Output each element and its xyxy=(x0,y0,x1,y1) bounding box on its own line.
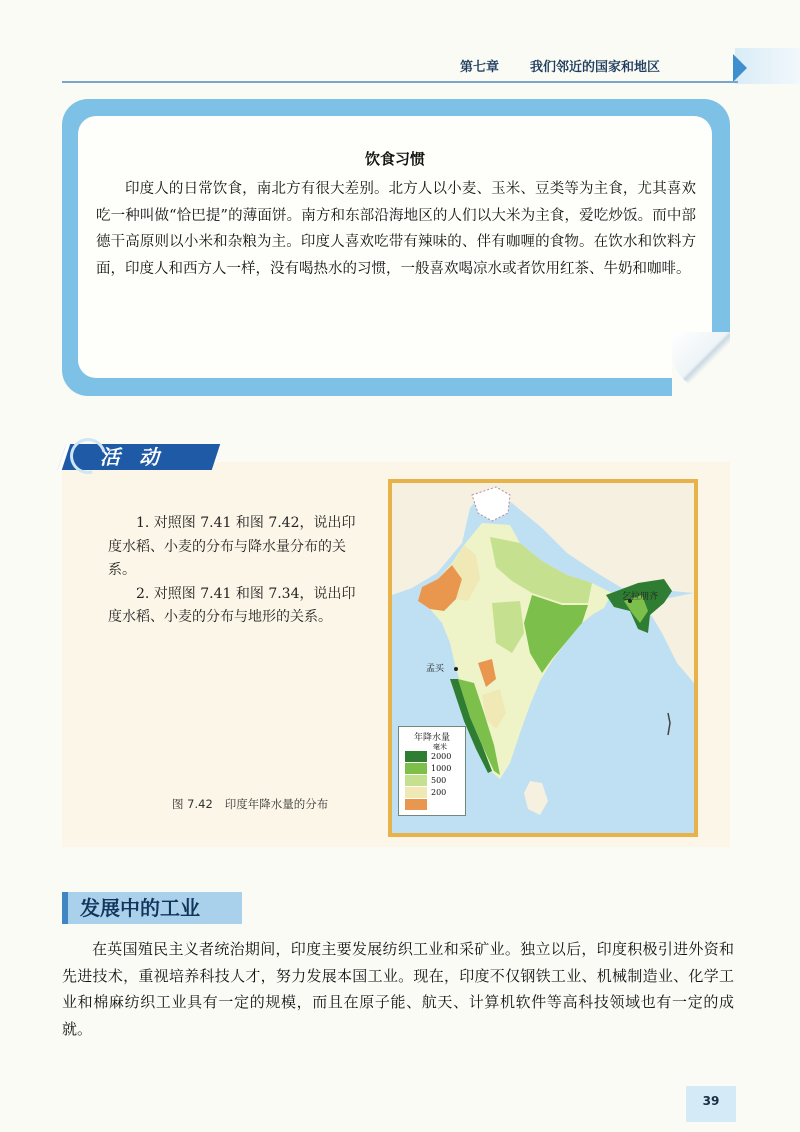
legend-value: 500 xyxy=(431,776,447,785)
legend-unit: 毫米 xyxy=(433,743,447,751)
figure-caption xyxy=(172,796,328,812)
chapter-title: 我们邻近的国家和地区 xyxy=(530,60,661,75)
figure-caption-text: 印度年降水量的分布 xyxy=(224,797,329,811)
activity-badge xyxy=(62,438,214,476)
legend-row xyxy=(405,799,461,811)
legend-row xyxy=(405,787,461,799)
legend-row xyxy=(405,775,461,787)
activity-question-1: 1. 对照图 7.41 和图 7.42，说出印度水稻、小麦的分布与降水量分布的关系。 xyxy=(108,515,356,578)
header-arrow-icon xyxy=(733,54,747,82)
reading-box-title: 饮食习惯 xyxy=(364,150,425,168)
legend-swatch xyxy=(405,787,427,798)
legend-value: 2000 xyxy=(431,752,452,761)
figure-number: 图 7.42 xyxy=(172,797,213,811)
legend-title: 年降水量 xyxy=(413,733,450,743)
activity-label: 活 动 xyxy=(100,445,165,469)
chapter-number: 第七章 xyxy=(460,60,500,75)
mumbai-label: 孟买 xyxy=(426,664,445,674)
page-number: 39 xyxy=(702,1094,720,1108)
chapter-header xyxy=(460,56,730,75)
legend-row xyxy=(405,751,461,763)
reading-box-text: 印度人的日常饮食，南北方有很大差别。北方人以小麦、玉米、豆类等为主食，尤其喜欢吃一种叫做“恰巴提”的薄面饼。南方和东部沿海地区的人们以大米为主食，爱吃炒饭。而中部德干高原则以小米和杂粮为主。印度人喜欢吃带有辣味的、伴有咖喱的食物。在饮水和饮料方面，印度人和西方人一样，没有喝热水的习惯，一般喜欢喝凉水或者饮用红茶、牛奶和咖啡。 xyxy=(96,181,696,277)
section-title: 发展中的工业 xyxy=(80,896,200,920)
legend-value: 200 xyxy=(431,788,447,797)
legend-value: 1000 xyxy=(431,764,452,773)
legend-swatch xyxy=(405,775,427,786)
activity-questions xyxy=(108,512,358,630)
legend-swatch xyxy=(405,751,427,762)
legend-row xyxy=(405,763,461,775)
legend-swatch xyxy=(405,799,427,810)
map-legend xyxy=(398,726,466,816)
header-divider xyxy=(62,81,738,83)
section-body: 在英国殖民主义者统治期间，印度主要发展纺织工业和采矿业。独立以后，印度积极引进外资和先进技术，重视培养科技人才，努力发展本国工业。现在，印度不仅钢铁工业、机械制造业、化学工业和棉麻纺织工业具有一定的规模，而且在原子能、航天、计算机软件等高科技领域也有一定的成就。 xyxy=(62,940,734,1038)
activity-question-2: 2. 对照图 7.41 和图 7.34，说出印度水稻、小麦的分布与地形的关系。 xyxy=(108,585,356,625)
legend-swatch xyxy=(405,763,427,774)
mumbai-point xyxy=(454,667,458,671)
cherrapunji-label: 乞拉朋齐 xyxy=(622,592,659,602)
